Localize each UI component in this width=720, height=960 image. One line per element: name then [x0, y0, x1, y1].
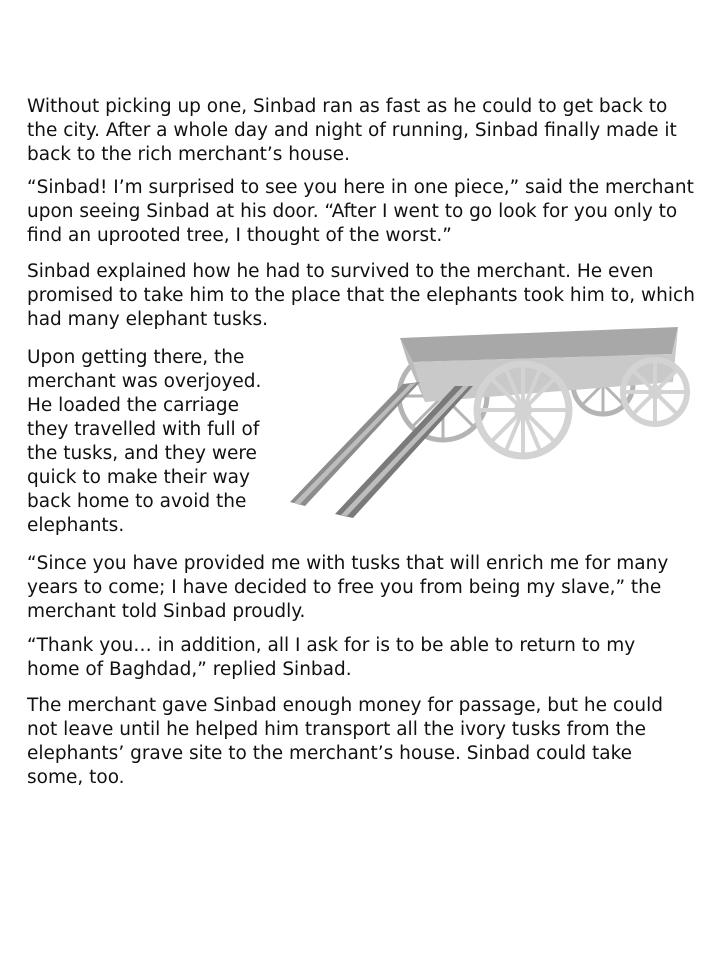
paragraph-5: “Since you have provided me with tusks that will enrich me for many years to come; I have decided to free you from being my slave,” the merchant told Sinbad proudly. [27, 553, 669, 622]
paragraph-6: “Thank you… in addition, all I ask for is to be able to return to my home of Baghdad,” replied Sinbad. [27, 635, 636, 680]
shaft-left-highlight [294, 383, 416, 505]
front-right-wheel [623, 360, 687, 424]
paragraph-1: Without picking up one, Sinbad ran as fast as he could to get back to the city. After a whole day and night of running, Sinbad finally made it back to the rich merchant’s house. [27, 96, 677, 165]
paragraph-4: Upon getting there, the merchant was overjoyed. He loaded the carriage they travelled with full of the tusks, and they were quick to make their way back home to avoid the elephants. [27, 347, 262, 536]
wagon-cart-icon [285, 322, 695, 524]
paragraph-2: “Sinbad! I’m surprised to see you here in one piece,” said the merchant upon seeing Sinbad at his door. “After I went to go look for you only to find an uprooted tree, I thought of the worst.” [27, 177, 694, 246]
paragraph-3: Sinbad explained how he had to survived to the merchant. He even promised to take him to the place that the elephants took him to, which had many elephant tusks. [27, 261, 695, 330]
shaft-right-highlight [341, 386, 469, 516]
front-left-wheel [477, 364, 569, 456]
paragraph-7: The merchant gave Sinbad enough money for passage, but he could not leave until he helped him transport all the ivory tusks from the elephants’ grave site to the merchant’s house. Sinbad could take some, too. [27, 695, 663, 788]
